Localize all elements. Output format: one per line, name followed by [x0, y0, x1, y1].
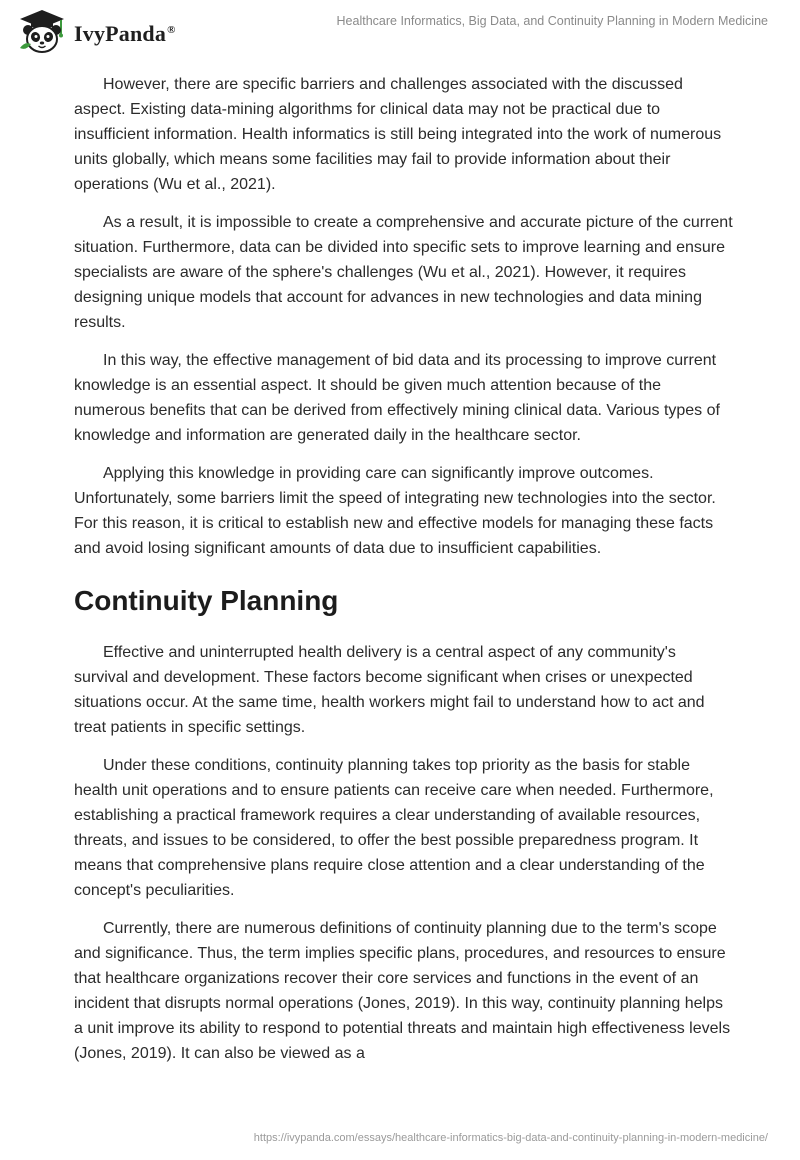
body-paragraph: Effective and uninterrupted health delivery is a central aspect of any community's survival and development. These factors become significant when crises or unexpected situations occur. At the same time, health workers might fail to understand how to act and treat patients in specific settings. — [74, 644, 705, 736]
body-paragraph: As a result, it is impossible to create a comprehensive and accurate picture of the current situation. Furthermore, data can be divided into specific sets to improve learning and ensure specialists are aware of the sphere's challenges (Wu et al., 2021). However, it requires designing unique models that account for advances in new technologies and data mining results. — [74, 214, 733, 331]
source-url[interactable]: https://ivypanda.com/essays/healthcare-informatics-big-data-and-continuity-planning-in-modern-medicine/ — [253, 1132, 768, 1144]
body-paragraph: Currently, there are numerous definitions of continuity planning due to the term's scope and significance. Thus, the term implies specific plans, procedures, and resources to ensure that healthcare organizations recover their core services and functions in the event of an incident that disrupts normal operations (Jones, 2019). In this way, continuity planning helps a unit improve its ability to respond to potential threats and maintain high effectiveness levels (Jones, 2019). It can also be viewed as a — [74, 920, 731, 1062]
brand-name: IvyPanda® — [74, 21, 176, 46]
body-paragraph: In this way, the effective management of bid data and its processing to improve current knowledge is an essential aspect. It should be given much attention because of the numerous benefits that can be derived from effectively mining clinical data. Various types of knowledge and information are generated daily in the healthcare sector. — [74, 352, 720, 444]
essay-body — [74, 72, 734, 1079]
body-paragraph: However, there are specific barriers and challenges associated with the discussed aspect. Existing data-mining algorithms for clinical data may not be practical due to insufficient information. Health informatics is still being integrated into the work of numerous units globally, which means some facilities may fail to provide information about their operations (Wu et al., 2021). — [74, 76, 722, 193]
section-heading: Continuity Planning — [74, 585, 339, 616]
panda-graduate-icon — [16, 8, 68, 54]
body-paragraph: Applying this knowledge in providing care can significantly improve outcomes. Unfortunately, some barriers limit the speed of integrating new technologies into the sector. For this reason, it is critical to establish new and effective models for managing these facts and avoid losing significant amounts of data due to insufficient capabilities. — [74, 465, 716, 557]
document-title: Healthcare Informatics, Big Data, and Continuity Planning in Modern Medicine — [336, 14, 768, 28]
page-header — [0, 0, 800, 60]
brand-logo[interactable] — [16, 8, 176, 54]
body-paragraph: Under these conditions, continuity planning takes top priority as the basis for stable health unit operations and to ensure patients can receive care when needed. Furthermore, establishing a practical framework requires a clear understanding of available resources, threats, and issues to be considered, to offer the best possible preparedness program. It means that comprehensive plans require close attention and a clear understanding of the concept's peculiarities. — [74, 757, 714, 899]
